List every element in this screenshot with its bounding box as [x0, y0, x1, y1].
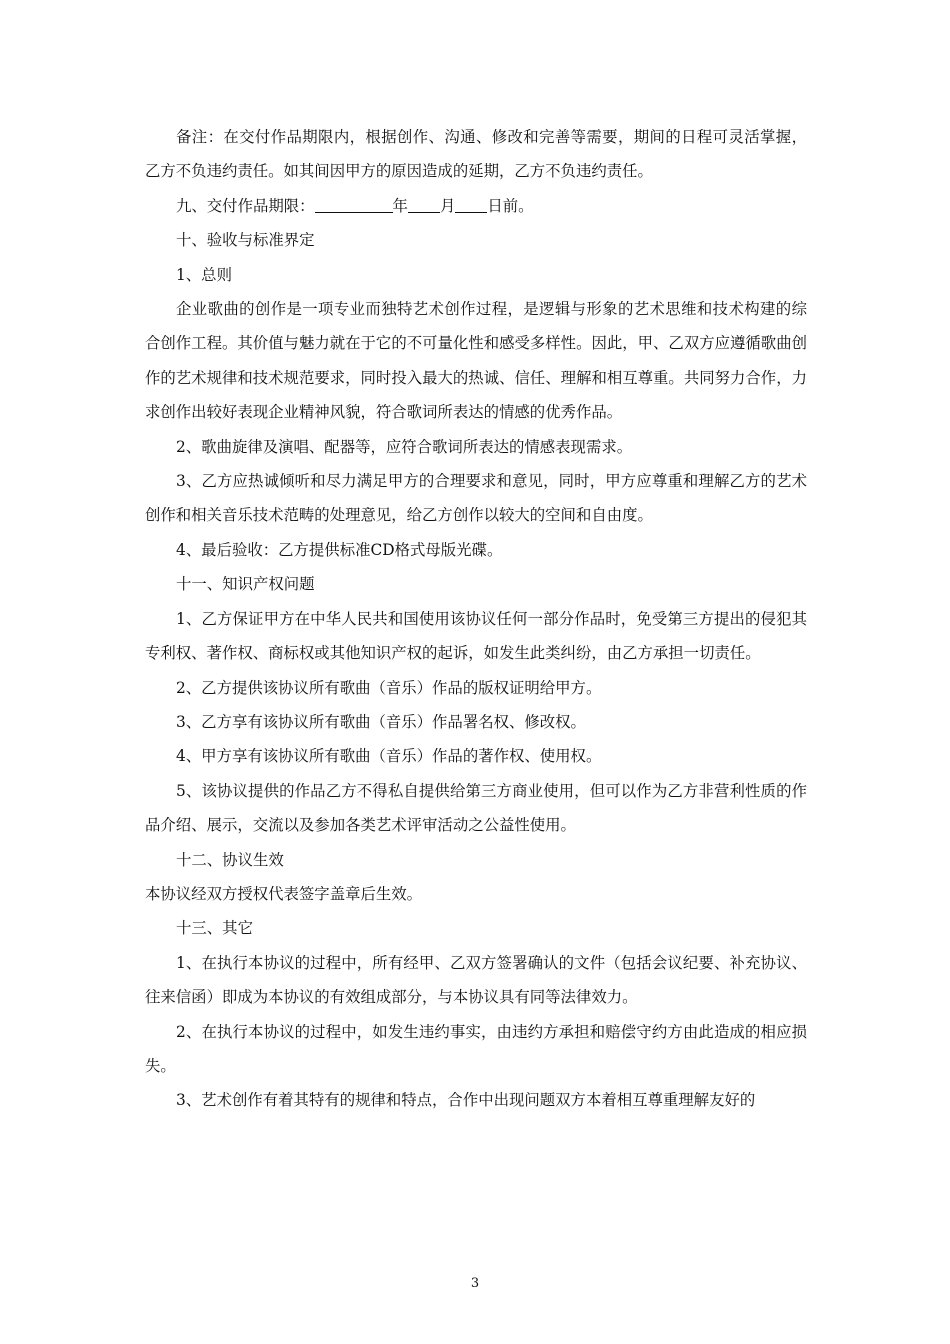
clause-melody-requirements: 2、歌曲旋律及演唱、配器等，应符合歌词所表达的情感表现需求。	[176, 437, 633, 456]
clause-usage-rights: 4、甲方享有该协议所有歌曲（音乐）作品的著作权、使用权。	[176, 747, 602, 766]
deadline-label: 九、交付作品期限：	[176, 196, 315, 215]
delivery-deadline-clause	[145, 189, 807, 223]
day-blank	[455, 195, 487, 213]
clause-third-party-use: 5、该协议提供的作品乙方不得私自提供给第三方商业使用，但可以作为乙方非营利性质的作品介绍、展示，交流以及参加各类艺术评审活动之公益性使用。	[145, 781, 807, 835]
section-heading-acceptance: 十、验收与标准界定	[176, 231, 315, 250]
clause-breach-liability: 2、在执行本协议的过程中，如发生违约事实，由违约方承担和赔偿守约方由此造成的相应损失。	[145, 1022, 807, 1075]
month-blank	[408, 195, 440, 213]
section-heading-effectiveness: 十二、协议生效	[176, 850, 284, 869]
day-suffix: 日前。	[487, 196, 534, 215]
document-body	[145, 120, 807, 1118]
section-heading-ip: 十一、知识产权问题	[176, 575, 315, 594]
year-blank	[315, 195, 393, 213]
note-paragraph: 备注：在交付作品期限内，根据创作、沟通、修改和完善等需要，期间的日程可灵活掌握，乙方不负违约责任。如其间因甲方的原因造成的延期，乙方不负违约责任。	[145, 128, 807, 181]
year-suffix: 年	[392, 196, 408, 215]
clause-attribution-rights: 3、乙方享有该协议所有歌曲（音乐）作品署名权、修改权。	[176, 712, 586, 731]
effectiveness-paragraph: 本协议经双方授权代表签字盖章后生效。	[145, 884, 423, 903]
clause-ip-guarantee: 1、乙方保证甲方在中华人民共和国使用该协议任何一部分作品时，免受第三方提出的侵犯其专利权、著作权、商标权或其他知识产权的起诉，如发生此类纠纷，由乙方承担一切责任。	[145, 609, 807, 663]
clause-final-acceptance: 4、最后验收：乙方提供标准CD格式母版光碟。	[176, 540, 503, 559]
clause-artistic-cooperation: 3、艺术创作有着其特有的规律和特点，合作中出现问题双方本着相互尊重理解友好的	[176, 1091, 756, 1110]
clause-signed-documents: 1、在执行本协议的过程中，所有经甲、乙双方签署确认的文件（包括会议纪要、补充协议、往来信函）即成为本协议的有效组成部分，与本协议具有同等法律效力。	[145, 953, 807, 1007]
month-suffix: 月	[439, 196, 456, 215]
section-heading-others: 十三、其它	[176, 919, 253, 938]
clause-mutual-respect: 3、乙方应热诚倾听和尽力满足甲方的合理要求和意见，同时，甲方应尊重和理解乙方的艺术创作和相关音乐技术范畴的处理意见，给乙方创作以较大的空间和自由度。	[145, 472, 807, 525]
page-number: 3	[470, 1276, 480, 1291]
subheading-general: 1、总则	[176, 265, 232, 284]
clause-copyright-proof: 2、乙方提供该协议所有歌曲（音乐）作品的版权证明给甲方。	[176, 678, 602, 697]
general-principles-paragraph: 企业歌曲的创作是一项专业而独特艺术创作过程，是逻辑与形象的艺术思维和技术构建的综合创作工程。其价值与魅力就在于它的不可量化性和感受多样性。因此，甲、乙双方应遵循歌曲创作的艺术规律和技术规范要求，同时投入最大的热诚、信任、理解和相互尊重。共同努力合作，力求创作出较好表现企业精神风貌，符合歌词所表达的情感的优秀作品。	[145, 300, 807, 422]
